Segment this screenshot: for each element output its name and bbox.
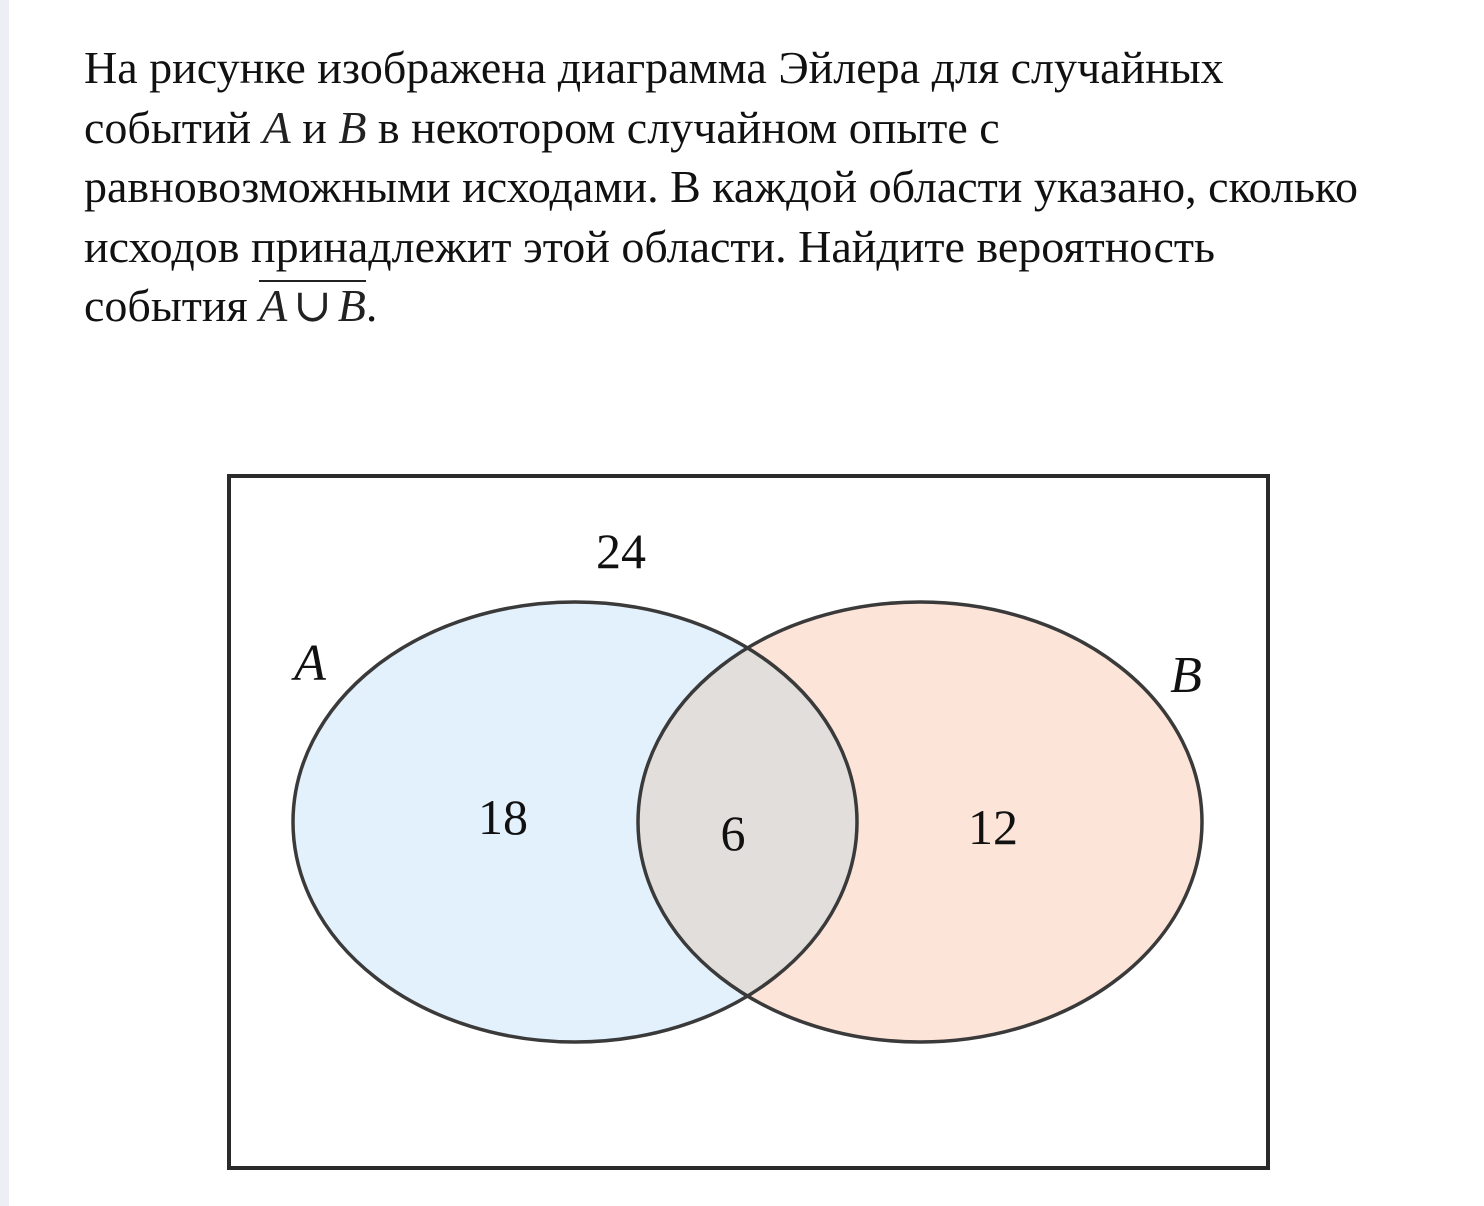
problem-line-5-start: события bbox=[84, 280, 248, 331]
problem-line-5-end: . bbox=[365, 280, 378, 331]
problem-line-2-end: в некотором случайном опыте с bbox=[377, 101, 1000, 153]
union-symbol: ∪ bbox=[293, 280, 332, 331]
union-operand-b: B bbox=[337, 280, 366, 331]
count-only-b: 12 bbox=[968, 799, 1018, 855]
event-a-symbol: A bbox=[262, 101, 291, 153]
problem-line-3: равновозможными исходами. В каждой области указано, сколько bbox=[84, 161, 1358, 212]
set-a-label: A bbox=[294, 635, 326, 692]
problem-line-4: исходов принадлежит этой области. Найдите вероятность bbox=[84, 220, 1215, 272]
count-only-a: 18 bbox=[478, 789, 528, 845]
problem-line-1: На рисунке изображена диаграмма Эйлера для случайных bbox=[84, 42, 1224, 93]
problem-line-2-start: событий bbox=[84, 101, 252, 153]
count-intersection: 6 bbox=[720, 805, 746, 861]
count-outside: 24 bbox=[596, 523, 646, 579]
union-operand-a: A bbox=[259, 280, 288, 331]
event-b-symbol: B bbox=[338, 101, 367, 153]
set-b-label: B bbox=[1170, 647, 1202, 704]
problem-line-2-conjunction: и bbox=[302, 101, 327, 153]
